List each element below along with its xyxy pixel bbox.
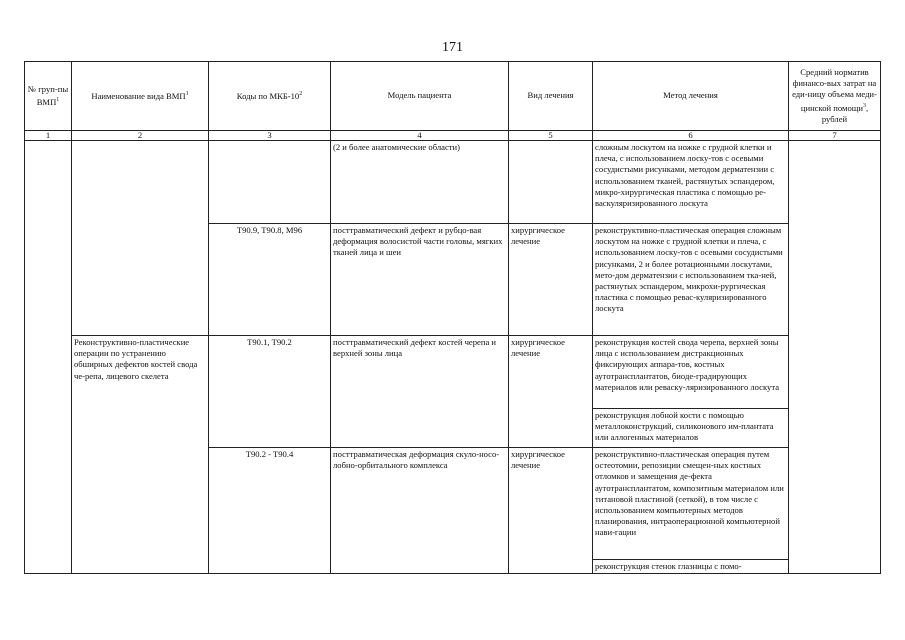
column-number: 6 [593, 131, 789, 141]
vmp-name-cell: Реконструктивно-пластические операции по устранению обширных дефектов костей свода че-репа, лицевого скелета [72, 336, 209, 574]
column-number: 4 [331, 131, 509, 141]
header-average-cost: Средний норматив финансо-вых затрат на еди-ницу объема меди-цинской помощи$^3$, рублей [789, 62, 881, 131]
header-treatment-method: Метод лечения [593, 62, 789, 131]
patient-model-cell: (2 и более анатомические области) [331, 141, 509, 224]
header-icd-codes: Коды по МКБ-$10^2$ [209, 62, 331, 131]
average-cost-cell [789, 141, 881, 574]
page-number: 171 [442, 40, 463, 55]
column-number: 5 [509, 131, 593, 141]
treatment-type-cell: хирургическое лечение [509, 448, 593, 574]
icd-codes-cell: T90.2 - T90.4 [209, 448, 331, 574]
medical-care-table [24, 61, 881, 574]
method-variant: реконструкция костей свода черепа, верхней зоны лица с использованием дистракционных фиксирующих аппара-тов, костных аутотрансплантатов, биоде-градирующих материалов или реваску-ляризированного лоскута [595, 337, 780, 392]
method-variant: реконструкция лобной кости с помощью металлоконструкций, силиконового им-плантата или аллогенных материалов [593, 408, 788, 444]
treatment-type-cell: хирургическое лечение [509, 224, 593, 336]
method-variant: реконструкция стенок глазницы с помо- [593, 559, 788, 572]
patient-model-cell: посттравматический дефект и рубцо-вая деформация волосистой части головы, мягких тканей лица и шеи [331, 224, 509, 336]
treatment-type-cell [509, 141, 593, 224]
icd-codes-cell [209, 141, 331, 224]
header-row [25, 62, 881, 131]
column-number: 3 [209, 131, 331, 141]
treatment-method-cell [593, 448, 789, 574]
header-group-number: № груп-пы ВМП$^1$ [25, 62, 72, 131]
column-number: 1 [25, 131, 72, 141]
treatment-method-cell [593, 336, 789, 448]
vmp-name-cell [72, 141, 209, 336]
column-number: 7 [789, 131, 881, 141]
treatment-type-cell: хирургическое лечение [509, 336, 593, 448]
table-row [25, 336, 881, 448]
patient-model-cell: посттравматический дефект костей черепа и верхней зоны лица [331, 336, 509, 448]
header-vmp-name: Наименование вида ВМП$^1$ [72, 62, 209, 131]
column-number: 2 [72, 131, 209, 141]
table-row [25, 141, 881, 224]
header-treatment-type: Вид лечения [509, 62, 593, 131]
treatment-method-cell: реконструктивно-пластическая операция сложным лоскутом на ножке с грудной клетки и плеча, с использованием лоску-тов с осевыми сосудистыми рисунками, 2 и более ротационными лоскутами, мето-дом дерматензии с использованием тка-ней, растянутых эспандером, микрохи-рургическая пластика с помощью ревас-куляризированного лоскута [593, 224, 789, 336]
method-variant: реконструктивно-пластическая операция путем остеотомии, репозиции смещен-ных костных отломков и замещения де-фекта аутотрансплантатом, композитным материалом или титановой пластиной (сеткой), в том числе с использованием компьютерных методов планирования, интраоперационной компьютерной нави-гации [595, 449, 784, 538]
treatment-method-cell: сложным лоскутом на ножке с грудной клетки и плеча, с использованием лоску-тов с осевыми сосудистыми рисунками, методом дерматензии с использованием тканей, растянутых эспандером, микро-хирургическая пластика с помощью ре-васкуляризированного лоскута [593, 141, 789, 224]
icd-codes-cell: T90.9, T90.8, M96 [209, 224, 331, 336]
icd-codes-cell: T90.1, T90.2 [209, 336, 331, 448]
header-patient-model: Модель пациента [331, 62, 509, 131]
group-number-cell [25, 141, 72, 574]
column-number-row [25, 131, 881, 141]
patient-model-cell: посттравматическая деформация скуло-носо-лобно-орбитального комплекса [331, 448, 509, 574]
